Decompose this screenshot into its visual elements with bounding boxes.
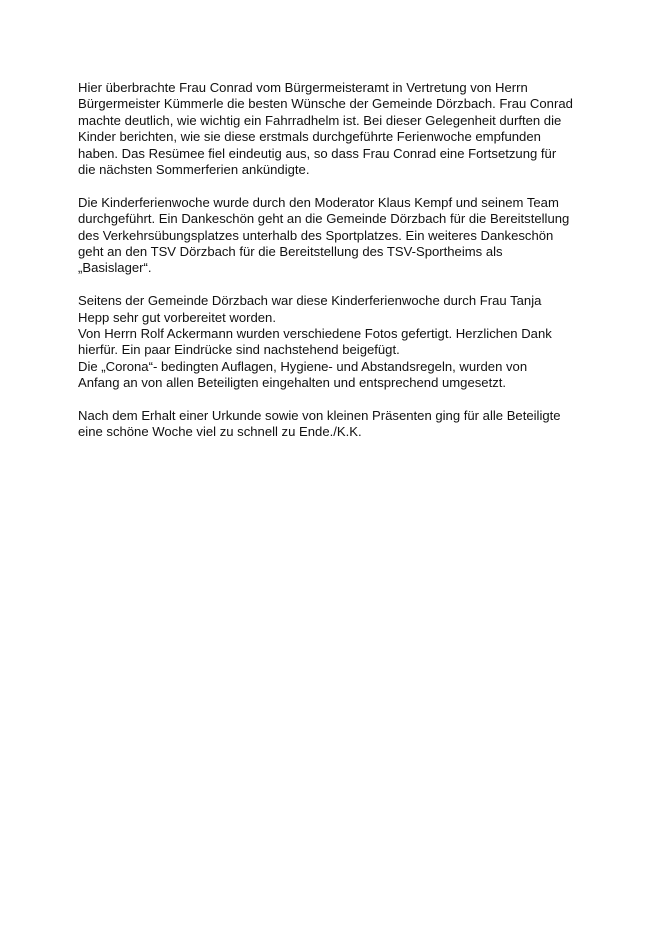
text-line: Bürgermeister Kümmerle die besten Wünsche der Gemeinde Dörzbach. Frau Conrad [78, 96, 573, 112]
paragraph-visit-conrad [78, 80, 598, 178]
paragraph-closing [78, 408, 598, 441]
text-line: Anfang an von allen Beteiligten eingehalten und entsprechend umgesetzt. [78, 375, 507, 391]
text-line: Die Kinderferienwoche wurde durch den Moderator Klaus Kempf und seinem Team [78, 194, 559, 210]
text-line: Nach dem Erhalt einer Urkunde sowie von kleinen Präsenten ging für alle Beteiligte [78, 408, 561, 424]
paragraph-thanks [78, 195, 598, 277]
document-body [78, 80, 598, 457]
text-line: „Basislager“. [78, 260, 152, 276]
text-line: geht an den TSV Dörzbach für die Bereitstellung des TSV-Sportheims als [78, 244, 503, 260]
text-line: des Verkehrsübungsplatzes unterhalb des Sportplatzes. Ein weiteres Dankeschön [78, 227, 554, 243]
text-line: Die „Corona“- bedingten Auflagen, Hygiene- und Abstandsregeln, wurden von [78, 358, 528, 374]
text-line: hierfür. Ein paar Eindrücke sind nachstehend beigefügt. [78, 342, 400, 358]
text-line: durchgeführt. Ein Dankeschön geht an die Gemeinde Dörzbach für die Bereitstellung [78, 211, 570, 227]
text-line: Seitens der Gemeinde Dörzbach war diese Kinderferienwoche durch Frau Tanja [78, 293, 542, 309]
text-line: Kinder berichten, wie sie diese erstmals durchgeführte Ferienwoche empfunden [78, 129, 541, 145]
text-line: machte deutlich, wie wichtig ein Fahrradhelm ist. Bei dieser Gelegenheit durften die [78, 112, 562, 128]
text-line: Hier überbrachte Frau Conrad vom Bürgermeisteramt in Vertretung von Herrn [78, 80, 528, 95]
text-line: eine schöne Woche viel zu schnell zu Ende./K.K. [78, 424, 362, 440]
text-line: Hepp sehr gut vorbereitet worden. [78, 309, 276, 325]
text-line: Von Herrn Rolf Ackermann wurden verschiedene Fotos gefertigt. Herzlichen Dank [78, 326, 552, 342]
text-line: haben. Das Resümee fiel eindeutig aus, so dass Frau Conrad eine Fortsetzung für [78, 145, 557, 161]
paragraph-organisation [78, 293, 598, 391]
text-line: die nächsten Sommerferien ankündigte. [78, 162, 310, 178]
